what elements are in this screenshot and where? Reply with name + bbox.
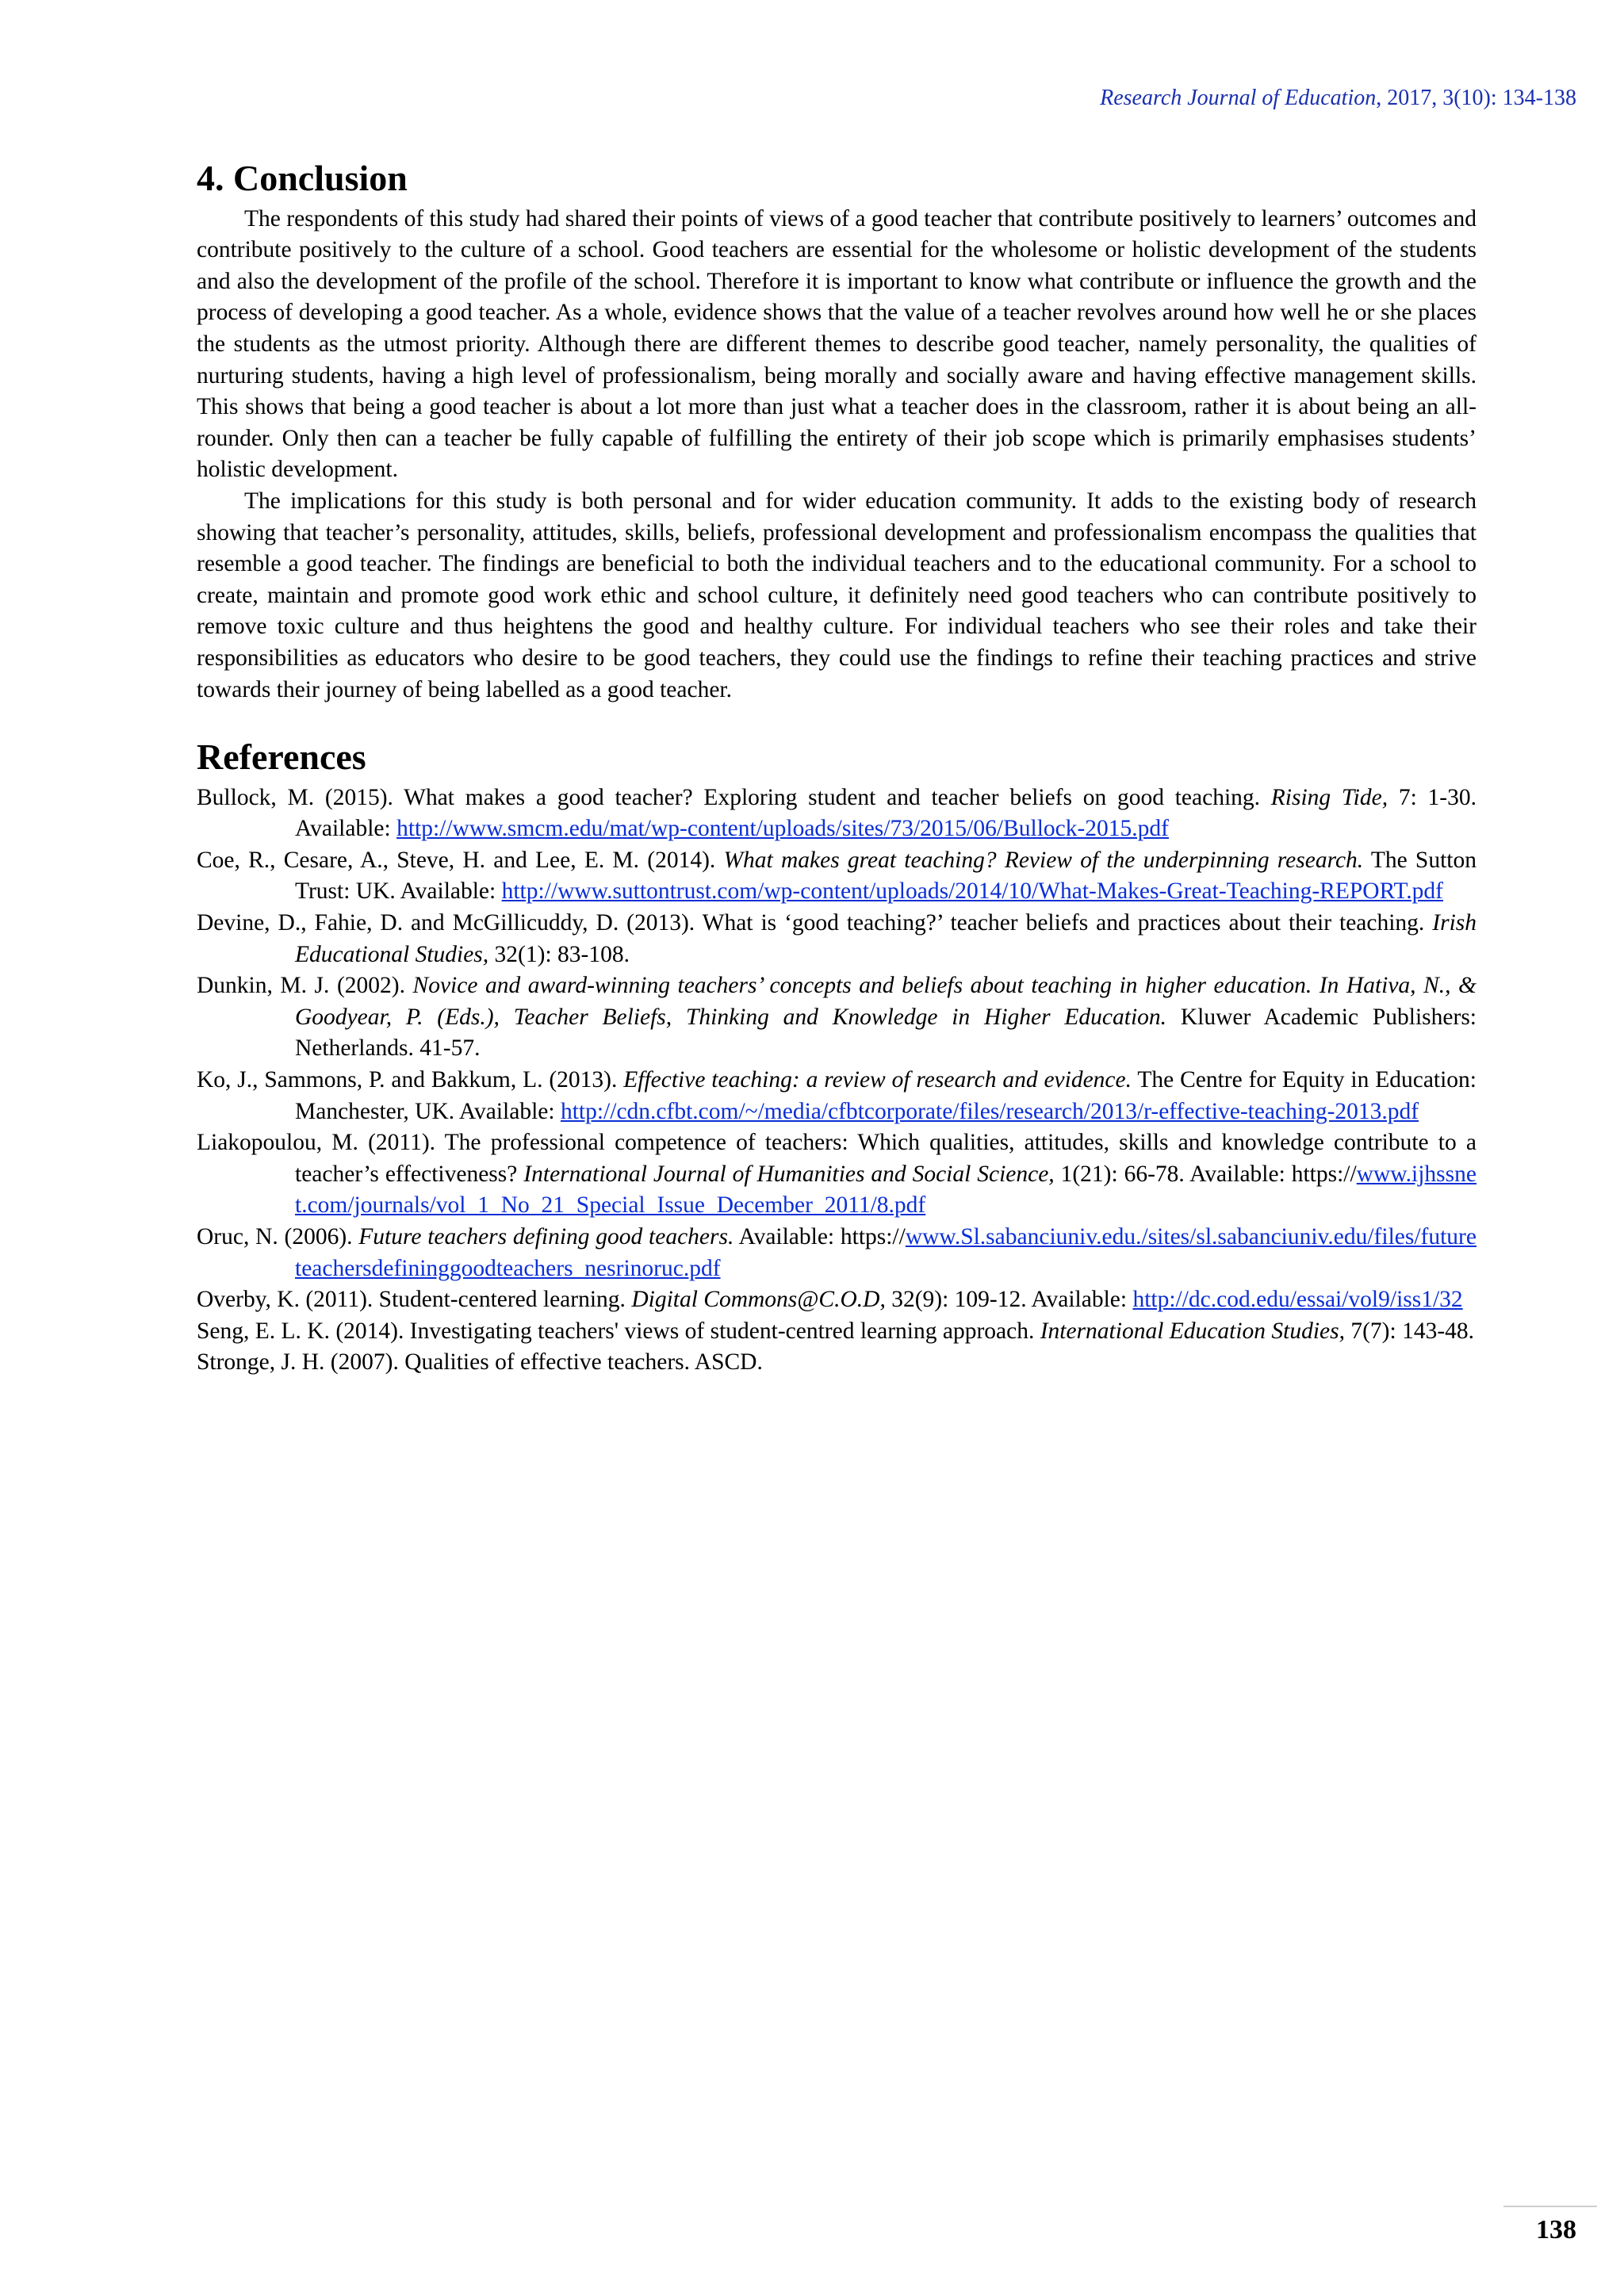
reference-link[interactable]: http://www.smcm.edu/mat/wp-content/uploads/sites/73/2015/06/Bullock-2015.pdf <box>396 816 1170 842</box>
conclusion-paragraph-2: The implications for this study is both personal and for wider education community. It adds to the existing body of research showing that teacher’s personality, attitudes, skills, beliefs, professional development and professionalism encompass the qualities that resemble a good teacher. The findings are beneficial to both the individual teachers and to the educational community. For a school to create, maintain and promote good work ethic and school culture, it definitely need good teachers who can contribute positively to remove toxic culture and thus heightens the good and healthy culture. For individual teachers who see their roles and take their responsibilities as educators who desire to be good teachers, they could use the findings to refine their teaching practices and strive towards their journey of being labelled as a good teacher. <box>197 488 1477 702</box>
page-content <box>197 159 1477 1379</box>
reference-source: International Education Studies, <box>1040 1318 1345 1344</box>
reference-item <box>197 970 1477 1065</box>
reference-details: 7: 1-30. Available: <box>295 784 1477 842</box>
reference-item <box>197 783 1477 845</box>
reference-details: The Centre for Equity in Education: Manchester, UK. Available: <box>295 1067 1477 1124</box>
reference-item <box>197 845 1477 908</box>
footer-divider <box>1503 2206 1597 2207</box>
reference-text: Bullock, M. (2015). What makes a good teacher? Exploring student and teacher beliefs on good teaching. <box>197 784 1271 810</box>
reference-source: Digital Commons@C.O.D, <box>631 1287 886 1313</box>
conclusion-paragraph-1: The respondents of this study had shared their points of views of a good teacher that contribute positively to learners’ outcomes and contribute positively to the culture of a school. Good teachers are essential for the wholesome or holistic development of the students and also the development of the profile of the school. Therefore it is important to know what contribute or influence the growth and the process of developing a good teacher. As a whole, evidence shows that the value of a teacher revolves around how well he or she places the students as the utmost priority. Although there are different themes to describe good teacher, namely personality, the qualities of nurturing students, having a high level of professionalism, being morally and socially aware and having effective management skills. This shows that being a good teacher is about a lot more than just what a teacher does in the classroom, rather it is about being an all-rounder. Only then can a teacher be fully capable of fulfilling the entirety of their job scope which is primarily emphasises students’ holistic development. <box>197 205 1477 483</box>
conclusion-heading: 4. Conclusion <box>197 158 408 198</box>
reference-item <box>197 1316 1477 1348</box>
reference-details: 32(9): 109-12. Available: <box>885 1287 1133 1313</box>
reference-text: Devine, D., Fahie, D. and McGillicuddy, D. (2013). What is ‘good teaching?’ teacher beliefs and practices about their teaching. <box>197 910 1433 936</box>
reference-details: 7(7): 143-48. <box>1344 1318 1475 1344</box>
reference-link[interactable]: http://dc.cod.edu/essai/vol9/iss1/32 <box>1132 1287 1463 1313</box>
reference-source: Novice and award-winning teachers’ concepts and beliefs about teaching in higher education. In Hativa, N., & Goodyear, P. (Eds.), Teacher Beliefs, Thinking and Knowledge in Higher Education. <box>295 973 1477 1030</box>
reference-text: Seng, E. L. K. (2014). Investigating teachers' views of student-centred learning approach. <box>197 1318 1040 1344</box>
reference-item <box>197 1347 1477 1379</box>
reference-source: Future teachers defining good teachers. <box>358 1224 734 1249</box>
reference-item <box>197 908 1477 970</box>
reference-source: International Journal of Humanities and Social Science, <box>523 1161 1055 1187</box>
reference-item <box>197 1127 1477 1222</box>
reference-item <box>197 1284 1477 1316</box>
reference-details: The Sutton Trust: UK. Available: <box>295 847 1477 905</box>
journal-citation: , 2017, 3(10): 134-138 <box>1376 86 1576 110</box>
reference-text: Oruc, N. (2006). <box>197 1224 359 1249</box>
journal-name: Research Journal of Education <box>1100 86 1377 110</box>
running-header <box>1100 86 1576 111</box>
references-heading: References <box>197 737 366 778</box>
reference-text: Overby, K. (2011). Student-centered learning. <box>197 1287 632 1313</box>
reference-list <box>197 783 1477 1379</box>
reference-link[interactable]: www.Sl.sabanciuniv.edu./sites/sl.sabanciuniv.edu/files/futureteachersdefininggoodteachers_nesrinoruc.pdf <box>295 1224 1477 1281</box>
reference-details: Available: https:// <box>733 1224 906 1249</box>
reference-link[interactable]: www.ijhssnet.com/journals/vol_1_No_21_Special_Issue_December_2011/8.pdf <box>295 1161 1477 1219</box>
reference-text: Stronge, J. H. (2007). Qualities of effective teachers. ASCD. <box>197 1349 763 1376</box>
reference-text: Coe, R., Cesare, A., Steve, H. and Lee, E. M. (2014). <box>197 847 724 873</box>
reference-source: Irish Educational Studies, <box>295 910 1477 967</box>
reference-text: Dunkin, M. J. (2002). <box>197 973 413 999</box>
reference-source: Effective teaching: a review of research and evidence. <box>623 1067 1132 1093</box>
reference-text: Liakopoulou, M. (2011). The professional competence of teachers: Which qualities, attitudes, skills and knowledge contribute to a teacher’s effectiveness? <box>197 1130 1477 1187</box>
reference-details: Kluwer Academic Publishers: Netherlands. 41-57. <box>295 1004 1477 1062</box>
reference-link[interactable]: http://www.suttontrust.com/wp-content/uploads/2014/10/What-Makes-Great-Teaching-REPORT.pdf <box>501 878 1443 905</box>
reference-item <box>197 1065 1477 1127</box>
reference-details: 32(1): 83-108. <box>488 941 630 967</box>
reference-details: 1(21): 66-78. Available: https:// <box>1054 1161 1357 1187</box>
reference-text: Ko, J., Sammons, P. and Bakkum, L. (2013). <box>197 1067 624 1093</box>
reference-source: Rising Tide, <box>1270 784 1388 810</box>
reference-source: What makes great teaching? Review of the underpinning research. <box>723 847 1364 873</box>
reference-item <box>197 1222 1477 1284</box>
reference-link[interactable]: http://cdn.cfbt.com/~/media/cfbtcorporate/files/research/2013/r-effective-teaching-2013.pdf <box>560 1098 1419 1124</box>
page-number: 138 <box>1536 2215 1576 2244</box>
